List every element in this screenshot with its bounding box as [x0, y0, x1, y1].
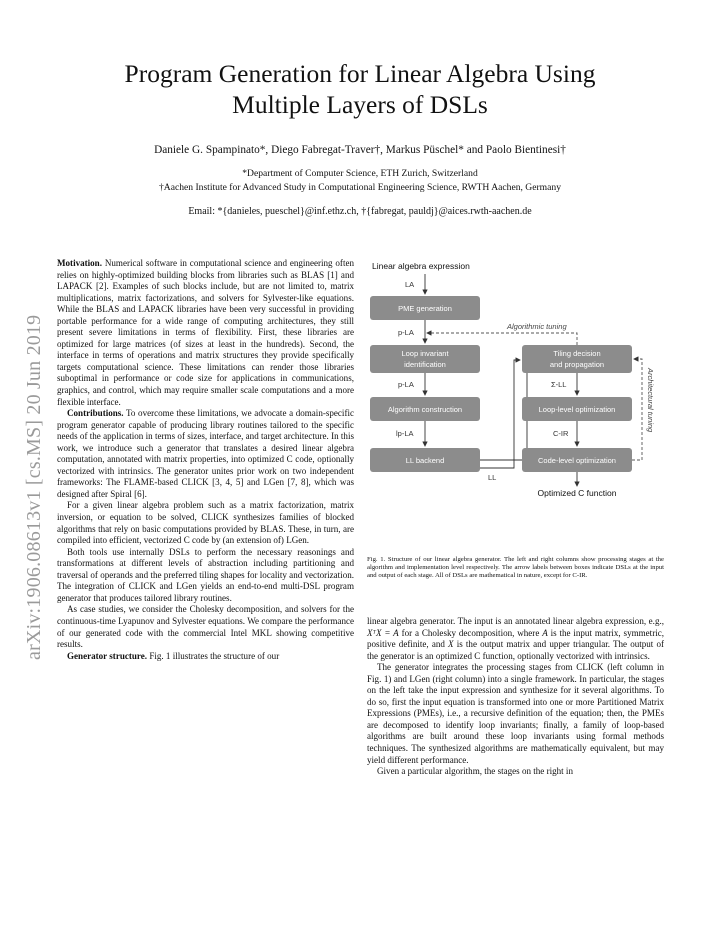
authors: Daniele G. Spampinato*, Diego Fabregat-Traver†, Markus Püschel* and Paolo Bientinesi†	[154, 144, 566, 156]
input-label: Linear algebra expression	[372, 261, 470, 271]
edge-label-pla-2: p-LA	[398, 380, 414, 389]
arxiv-watermark: arXiv:1906.08613v1 [cs.MS] 20 Jun 2019	[23, 314, 45, 660]
dsl-paragraph: Both tools use internally DSLs to perform the necessary reasonings and transformations at different levels of abstraction including partitioning and traversal of operands and the preferred tiling shapes for locality and vectorization. The integration of CLICK and LGen yields an end-to-end multi-DSL program generator that produces tailored library routines.	[57, 546, 354, 603]
edge-label-lpla: lp-LA	[396, 429, 414, 438]
generator-structure-heading: Generator structure.	[67, 650, 148, 661]
input-text-c: is the input matrix, symmetric, positive definite, and	[367, 627, 664, 650]
var-x: X	[448, 639, 454, 650]
motivation-heading: Motivation.	[57, 258, 102, 268]
contributions-heading: Contributions.	[67, 408, 124, 419]
contributions-paragraph	[57, 408, 354, 500]
left-column	[57, 258, 354, 662]
edge-label-sigma-ll: Σ-LL	[551, 380, 567, 389]
right-column	[367, 616, 664, 778]
case-studies-paragraph: As case studies, we consider the Cholesky decomposition, and solvers for the continuous-time Lyapunov and Sylvester equations. We compare the performance of our generated code with the commercial Intel MKL showing competitive results.	[57, 604, 354, 650]
figure-1-diagram	[367, 250, 667, 502]
motivation-text: Numerical software in computational science and engineering often relies on highly-optimized building blocks from libraries such as BLAS [1] and LAPACK [2]. Examples of such blocks include, but are not limited to, matrix multiplications, matrix factorizations, and solvers for Sylvester-like equations. While the BLAS and LAPACK libraries have been very successful in providing portable performance for a wide range of computing architectures, they still present severe limitations in terms of flexibility. First, these libraries are optimized for large matrices (of sizes at least in the hundreds). Second, the interface in terms of operations and matrix structures they provide specifically targets computational science. These limitations can render those libraries suboptimal in performance or code size for applications in communications, graphics, and control, which may require smaller scale computations and a more flexible interface.	[57, 258, 354, 407]
affiliation-eth: *Department of Computer Science, ETH Zurich, Switzerland	[242, 168, 478, 179]
edge-label-ll: LL	[488, 473, 497, 482]
input-text-b: for a Cholesky decomposition, where	[398, 627, 543, 638]
contributions-text: To overcome these limitations, we advocate a domain-specific program generator capable of producing library routines tailored to the specific needs of the application in terms of sizes, interface, and target architecture. In this work, we introduce such a generator that translates a desired linear algebra computation, annotated with matrix properties, into optimized C code, optionally vectorized with intrinsics. The generator unites prior work on two independent frameworks: The FLAME-based CLICK [3, 4, 5] and LGen [7, 8], which was designed after Spiral [6].	[57, 408, 354, 499]
generator-structure-text: Fig. 1 illustrates the structure of our	[147, 650, 280, 661]
input-text-d: is the output matrix and upper triangular. The output of the generator is an optimized C function, optionally vectorized with intrinsics.	[367, 639, 665, 661]
box-tiling-line2: and propagation	[549, 360, 605, 369]
motivation-paragraph	[57, 258, 354, 408]
box-loop-invariant-line2: identification	[404, 360, 446, 369]
architectural-tuning-label: Architectural tuning	[646, 368, 655, 433]
click-paragraph: For a given linear algebra problem such as a matrix factorization, matrix inversion, or equation to be solved, CLICK synthesizes families of blocked algorithms that rely on basic computations provided by BLAS. These, in turn, are compiled into efficient, vectorized C code by (an extension of) LGen.	[57, 500, 354, 546]
title-line-1: Program Generation for Linear Algebra Using	[124, 59, 596, 88]
generator-structure-paragraph	[57, 651, 354, 663]
box-tiling-line1: Tiling decision	[553, 349, 601, 358]
output-label: Optimized C function	[537, 488, 617, 498]
box-loop-level-label: Loop-level optimization	[538, 405, 616, 414]
figure-1-caption: Fig. 1. Structure of our linear algebra generator. The left and right columns show processing stages at the algorithm and implementation level respectively. The arrow labels between boxes indicate DSLs at the input and output of each stage. All of DSLs are mathematical in nature, except for C-IR.	[367, 556, 664, 580]
input-description-paragraph	[367, 616, 664, 662]
edge-label-cir: C-IR	[553, 429, 569, 438]
box-code-level-label: Code-level optimization	[538, 456, 616, 465]
title-line-2: Multiple Layers of DSLs	[232, 90, 488, 119]
box-ll-label: LL backend	[405, 456, 445, 465]
integration-paragraph: The generator integrates the processing stages from CLICK (left column in Fig. 1) and LGen (right column) into a single framework. In particular, the stages on the left take the input expression and synthesize for it several algorithms. To do so, first the input equation is transformed into one or more Partitioned Matrix Expressions (PMEs), i.e., a recursive definition of the equation; then, the PMEs are decomposed to identify loop invariants; finally, a family of loop-based algorithms are built around these loop invariants using formal methods techniques. The synthesized algorithms are mathematically equivalent, but may yield different performance.	[367, 662, 664, 765]
affiliation-rwth: †Aachen Institute for Advanced Study in Computational Engineering Science, RWTH Aachen, Germany	[158, 182, 562, 193]
var-a: A	[542, 627, 548, 638]
particular-algorithm-paragraph: Given a particular algorithm, the stages on the right in	[377, 766, 573, 777]
input-text-a: linear algebra generator. The input is an annotated linear algebra expression, e.g.,	[367, 616, 664, 626]
edge-label-la: LA	[405, 280, 415, 289]
box-loop-invariant-line1: Loop invariant	[401, 349, 449, 358]
box-pme-label: PME generation	[398, 304, 452, 313]
algorithmic-tuning-label: Algorithmic tuning	[507, 322, 567, 331]
email-line: Email: *{danieles, pueschel}@inf.ethz.ch, †{fabregat, pauldj}@aices.rwth-aachen.de	[188, 206, 532, 217]
paper-title	[60, 58, 660, 120]
box-algorithm-label: Algorithm construction	[387, 405, 463, 414]
equation-inline: XᵀX = A	[367, 627, 399, 638]
edge-label-pla-1: p-LA	[398, 328, 414, 337]
